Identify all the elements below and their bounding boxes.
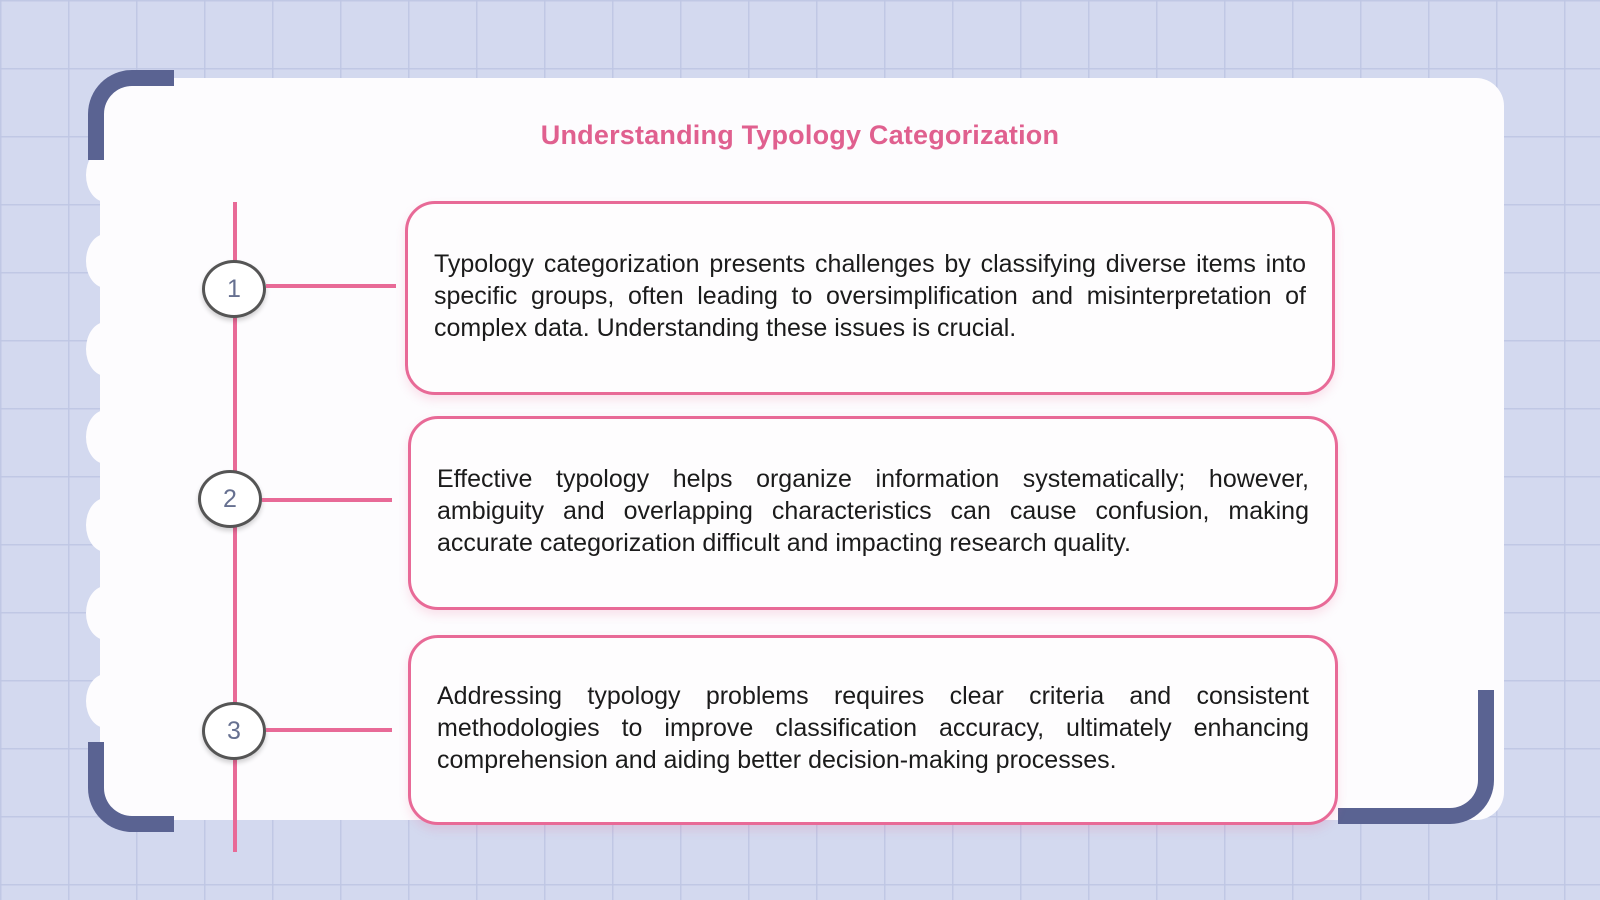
timeline-connector [262,498,392,502]
paper-scallop [86,234,126,288]
corner-bracket-bottom-right [1338,690,1494,824]
paper-scallop [86,322,126,376]
corner-bracket-bottom-left [88,742,174,832]
paper-scallop [86,586,126,640]
content-card [405,201,1335,395]
paper-scallop [86,498,126,552]
timeline-connector [266,284,396,288]
step-number: 2 [223,484,237,513]
paper-scallop [86,410,126,464]
paper-scallop [86,674,126,728]
step-number: 1 [227,274,241,303]
card-text: Addressing typology problems requires clear criteria and consistent methodologies to improve classification accuracy, ultimately enhancing comprehension and aiding better decision-making processes. [437,682,1309,774]
step-number-badge [202,260,266,318]
slide-title: Understanding Typology Categorization [540,120,1060,150]
card-text: Effective typology helps organize information systematically; however, ambiguity and overlapping characteristics can cause confusion, making accurate categorization difficult and impacting research quality. [437,465,1309,557]
step-number-badge [202,702,266,760]
step-number-badge [198,470,262,528]
corner-bracket-top-left [88,70,174,160]
step-number: 3 [227,716,241,745]
content-card [408,635,1338,825]
card-text: Typology categorization presents challenges by classifying diverse items into specific groups, often leading to oversimplification and misinterpretation of complex data. Understanding these issues is crucial. [434,250,1306,342]
timeline-connector [266,728,392,732]
content-card [408,416,1338,610]
